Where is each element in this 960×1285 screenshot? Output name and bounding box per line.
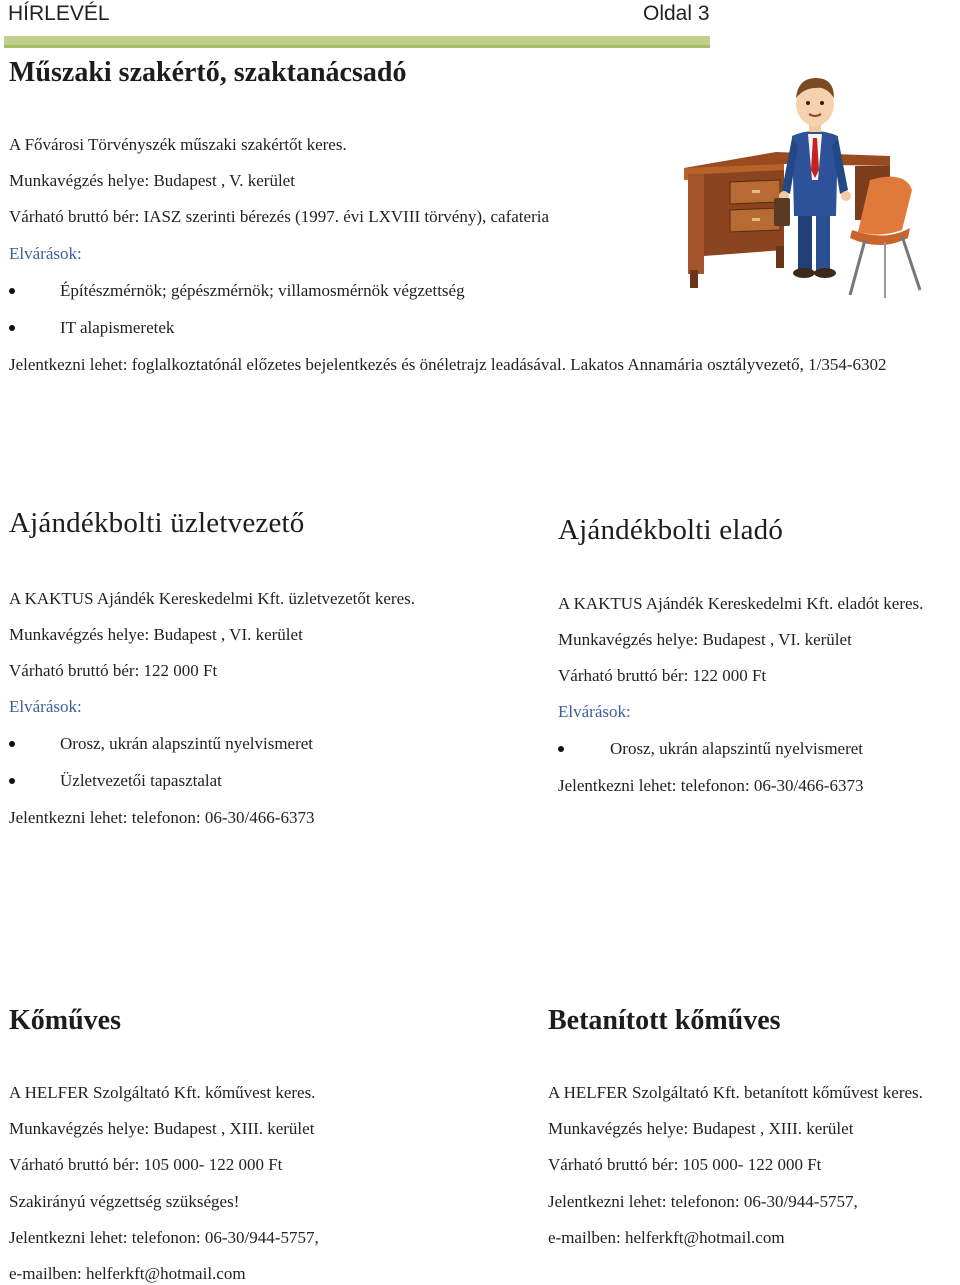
job2-requirement-2: Üzletvezetői tapasztalat bbox=[60, 771, 222, 790]
job4-qualification: Szakirányú végzettség szükséges! bbox=[9, 1192, 240, 1211]
job3-salary: Várható bruttó bér: 122 000 Ft bbox=[558, 666, 767, 685]
job1-apply-info: Jelentkezni lehet: foglalkoztatónál előzetes bejelentkezés és önéletrajz leadásával. Lakatos Annamária osztályvezető, 1/354-6302 bbox=[9, 355, 887, 374]
job5-apply-phone: Jelentkezni lehet: telefonon: 06-30/944-5757, bbox=[548, 1192, 858, 1211]
job3-title: Ajándékbolti eladó bbox=[558, 514, 784, 546]
job4-salary: Várható bruttó bér: 105 000- 122 000 Ft bbox=[9, 1155, 283, 1174]
job1-location: Munkavégzés helye: Budapest , V. kerület bbox=[9, 171, 295, 190]
job3-employer: A KAKTUS Ajándék Kereskedelmi Kft. eladót keres. bbox=[558, 594, 924, 613]
page-number: Oldal 3 bbox=[643, 2, 710, 25]
job1-title: Műszaki szakértő, szaktanácsadó bbox=[9, 57, 407, 88]
job1-requirements-label: Elvárások: bbox=[9, 244, 82, 263]
job1-salary: Várható bruttó bér: IASZ szerinti bérezés (1997. évi LXVIII törvény), cafateria bbox=[9, 207, 549, 226]
job5-location: Munkavégzés helye: Budapest , XIII. kerület bbox=[548, 1119, 854, 1138]
job5-apply-email: e-mailben: helferkft@hotmail.com bbox=[548, 1228, 785, 1247]
bullet-icon bbox=[9, 288, 15, 294]
job5-title: Betanított kőműves bbox=[548, 1005, 781, 1036]
job4-title: Kőműves bbox=[9, 1005, 121, 1036]
job4-employer: A HELFER Szolgáltató Kft. kőművest keres. bbox=[9, 1083, 316, 1102]
job1-requirement-1: Építészmérnök; gépészmérnök; villamosmérnök végzettség bbox=[60, 281, 465, 300]
job1-employer: A Fővárosi Törvényszék műszaki szakértőt keres. bbox=[9, 135, 347, 154]
job2-apply-info: Jelentkezni lehet: telefonon: 06-30/466-6373 bbox=[9, 808, 315, 827]
job2-employer: A KAKTUS Ajándék Kereskedelmi Kft. üzletvezetőt keres. bbox=[9, 589, 415, 608]
job3-requirement-1: Orosz, ukrán alapszintű nyelvismeret bbox=[610, 739, 864, 758]
job3-apply-info: Jelentkezni lehet: telefonon: 06-30/466-6373 bbox=[558, 776, 864, 795]
bullet-icon bbox=[558, 746, 564, 752]
job3-location: Munkavégzés helye: Budapest , VI. kerület bbox=[558, 630, 852, 649]
bullet-icon bbox=[9, 741, 15, 747]
job2-title: Ajándékbolti üzletvezető bbox=[9, 507, 305, 539]
newsletter-label: HÍRLEVÉL bbox=[8, 2, 110, 25]
job2-location: Munkavégzés helye: Budapest , VI. kerület bbox=[9, 625, 303, 644]
job5-employer: A HELFER Szolgáltató Kft. betanított kőművest keres. bbox=[548, 1083, 923, 1102]
job2-requirement-1: Orosz, ukrán alapszintű nyelvismeret bbox=[60, 734, 314, 753]
job4-location: Munkavégzés helye: Budapest , XIII. kerület bbox=[9, 1119, 315, 1138]
job4-apply-phone: Jelentkezni lehet: telefonon: 06-30/944-5757, bbox=[9, 1228, 319, 1247]
bullet-icon bbox=[9, 778, 15, 784]
businessman-at-desk-illustration bbox=[680, 70, 950, 305]
bullet-icon bbox=[9, 325, 15, 331]
job3-requirements-label: Elvárások: bbox=[558, 702, 631, 721]
job5-salary: Várható bruttó bér: 105 000- 122 000 Ft bbox=[548, 1155, 822, 1174]
job2-salary: Várható bruttó bér: 122 000 Ft bbox=[9, 661, 218, 680]
job2-requirements-label: Elvárások: bbox=[9, 697, 82, 716]
job4-apply-email: e-mailben: helferkft@hotmail.com bbox=[9, 1264, 246, 1283]
header-divider-bar bbox=[4, 36, 710, 48]
job1-requirement-2: IT alapismeretek bbox=[60, 318, 175, 337]
